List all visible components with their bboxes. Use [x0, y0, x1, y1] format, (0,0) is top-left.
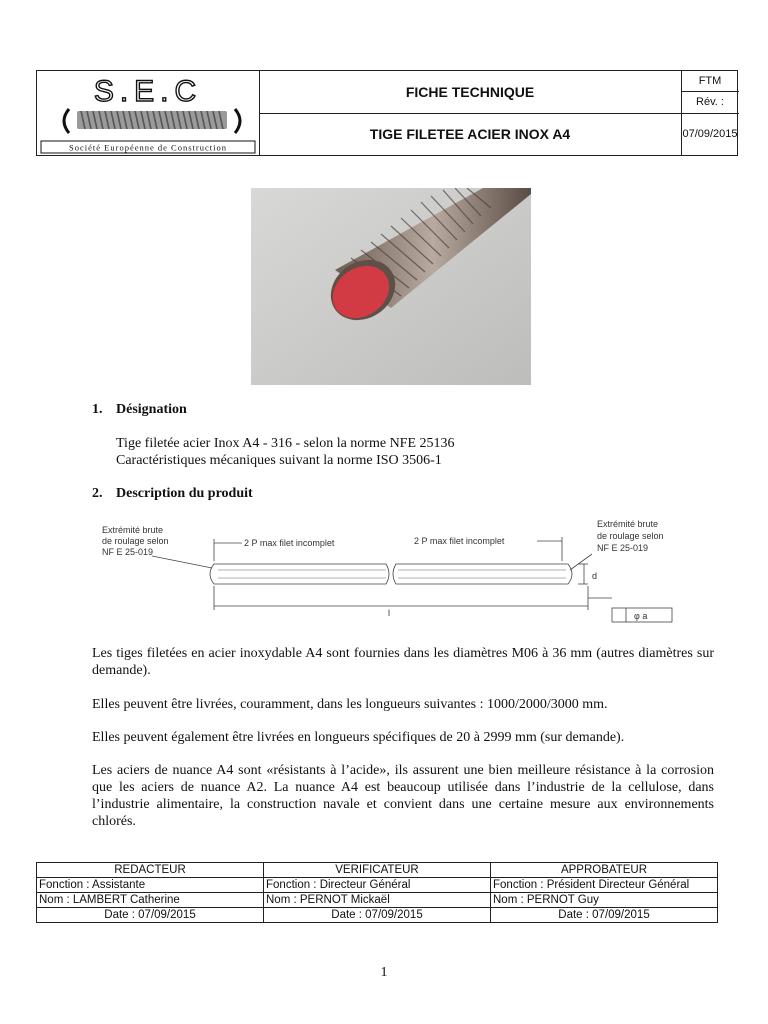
diameter-label: d: [592, 571, 598, 581]
table-row: [37, 908, 718, 923]
document-subtitle: TIGE FILETEE ACIER INOX A4: [369, 126, 571, 142]
sec-logo: [39, 73, 257, 155]
threaded-rod-photo: [251, 188, 531, 385]
right-end-note-3: NF E 25-019: [597, 543, 649, 553]
designation-line-2: Caractéristiques mécaniques suivant la norme ISO 3506-1: [116, 453, 442, 468]
header-redacteur: REDACTEUR: [37, 863, 264, 878]
date-redacteur: Date : 07/09/2015: [37, 908, 264, 923]
table-row: [37, 863, 718, 878]
revision-label: Rév. :: [696, 96, 724, 108]
section-1-number: 1.: [92, 402, 103, 417]
logo-tagline: Société Européenne de Construction: [69, 142, 227, 153]
fonction-approbateur: Fonction : Président Directeur Général: [491, 878, 718, 893]
header-approbateur: APPROBATEUR: [491, 863, 718, 878]
section-1-title: Désignation: [116, 402, 187, 417]
header-verificateur: VERIFICATEUR: [264, 863, 491, 878]
length-label: l: [388, 608, 390, 618]
signature-table: [36, 862, 718, 923]
tolerance-label: φ a: [634, 611, 648, 621]
designation-line-1: Tige filetée acier Inox A4 - 316 - selon la norme NFE 25136: [116, 436, 455, 451]
fonction-redacteur: Fonction : Assistante: [37, 878, 264, 893]
date-approbateur: Date : 07/09/2015: [491, 908, 718, 923]
left-end-note-2: de roulage selon: [102, 536, 169, 546]
table-row: [37, 893, 718, 908]
nom-approbateur: Nom : PERNOT Guy: [491, 893, 718, 908]
left-end-note-1: Extrémité brute: [102, 525, 164, 535]
header-table: [36, 70, 738, 156]
left-end-note-3: NF E 25-019: [102, 547, 154, 557]
table-row: [37, 878, 718, 893]
logo-rod-icon: [77, 111, 227, 129]
date-verificateur: Date : 07/09/2015: [264, 908, 491, 923]
rod-dimension-diagram: [92, 516, 712, 626]
nom-verificateur: Nom : PERNOT Mickaël: [264, 893, 491, 908]
paragraph-specific-lengths: Elles peuvent également être livrées en longueurs spécifiques de 20 à 2999 mm (sur demande).: [92, 730, 625, 745]
right-end-note-1: Extrémité brute: [597, 519, 659, 529]
paragraph-standard-lengths: Elles peuvent être livrées, couramment, dans les longueurs suivantes : 1000/2000/3000 mm.: [92, 697, 608, 712]
nom-redacteur: Nom : LAMBERT Catherine: [37, 893, 264, 908]
paragraph-a4-grade: Les aciers de nuance A4 sont «résistants à l’acide», ils assurent une bien meilleure résistance à la corrosion que les aciers de nuance A2. La nuance A4 est beaucoup utilisée dans l’industrie de la cellulose, dans l’industrie alimentaire, la construction navale et convient dans une certaine mesure aux environnements chlorés.: [92, 763, 714, 829]
right-end-note-2: de roulage selon: [597, 531, 664, 541]
left-dimension-label: 2 P max filet incomplet: [244, 538, 335, 548]
paragraph-diameters: Les tiges filetées en acier inoxydable A4 sont fournies dans les diamètres M06 à 36 mm (autres diamètres sur demande).: [92, 646, 714, 678]
logo-letters: S.E.C: [93, 75, 203, 108]
fonction-verificateur: Fonction : Directeur Général: [264, 878, 491, 893]
section-2-number: 2.: [92, 486, 103, 501]
right-dimension-label: 2 P max filet incomplet: [414, 536, 505, 546]
document-title: FICHE TECHNIQUE: [405, 84, 535, 100]
document-code: FTM: [698, 75, 722, 87]
page-number: 1: [380, 965, 388, 980]
section-2-title: Description du produit: [116, 486, 253, 501]
document-date: 07/09/2015: [682, 128, 738, 140]
